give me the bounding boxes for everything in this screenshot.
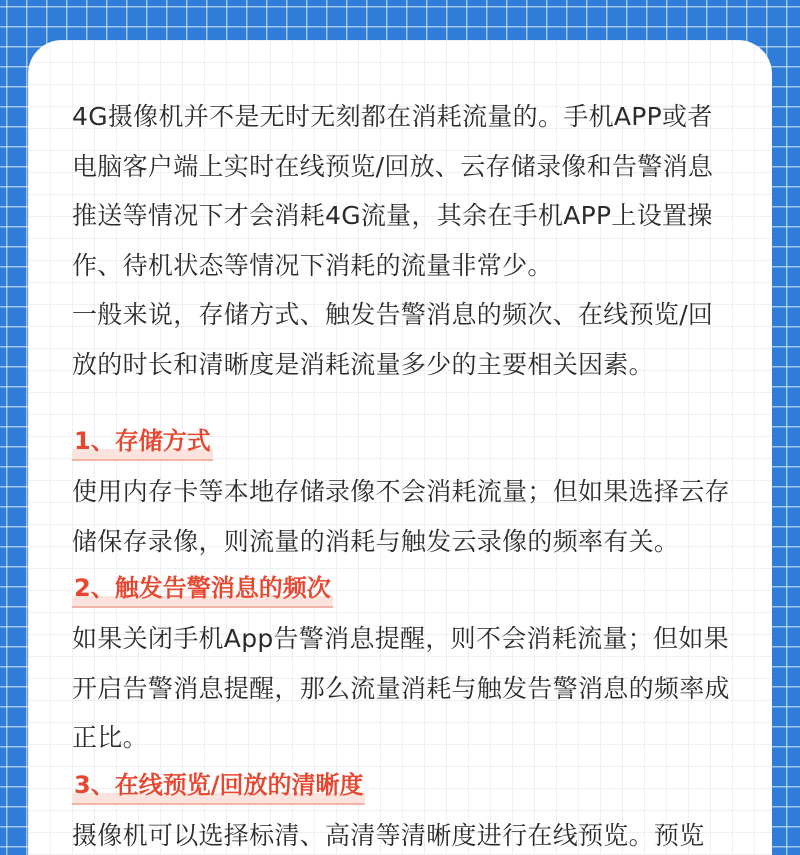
intro-paragraph-2: 一般来说，存储方式、触发告警消息的频次、在线预览/回放的时长和清晰度是消耗流量多少的主要相关因素。: [72, 300, 714, 379]
section-heading-alarm-frequency: 2、触发告警消息的频次: [72, 570, 333, 608]
section-storage: [72, 389, 732, 566]
section-alarm-frequency: [72, 566, 732, 763]
section-clarity: [72, 763, 732, 855]
section-heading-storage: 1、存储方式: [72, 423, 213, 461]
content-card: [28, 40, 772, 855]
intro-paragraph-1: 4G摄像机并不是无时无刻都在消耗流量的。手机APP或者电脑客户端上实时在线预览/回放、云存储录像和告警消息推送等情况下才会消耗4G流量，其余在手机APP上设置操作、待机状态等情况下消耗的流量非常少。: [72, 102, 714, 280]
section-heading-clarity: 3、在线预览/回放的清晰度: [72, 767, 365, 805]
section-body-alarm-frequency: 如果关闭手机App告警消息提醒，则不会消耗流量；但如果开启告警消息提醒，那么流量消耗与触发告警消息的频率成正比。: [72, 624, 730, 752]
section-body-clarity: 摄像机可以选择标清、高清等清晰度进行在线预览。预览: [72, 820, 705, 850]
section-body-storage: 使用内存卡等本地存储录像不会消耗流量；但如果选择云存储保存录像，则流量的消耗与触发云录像的频率有关。: [72, 477, 730, 556]
